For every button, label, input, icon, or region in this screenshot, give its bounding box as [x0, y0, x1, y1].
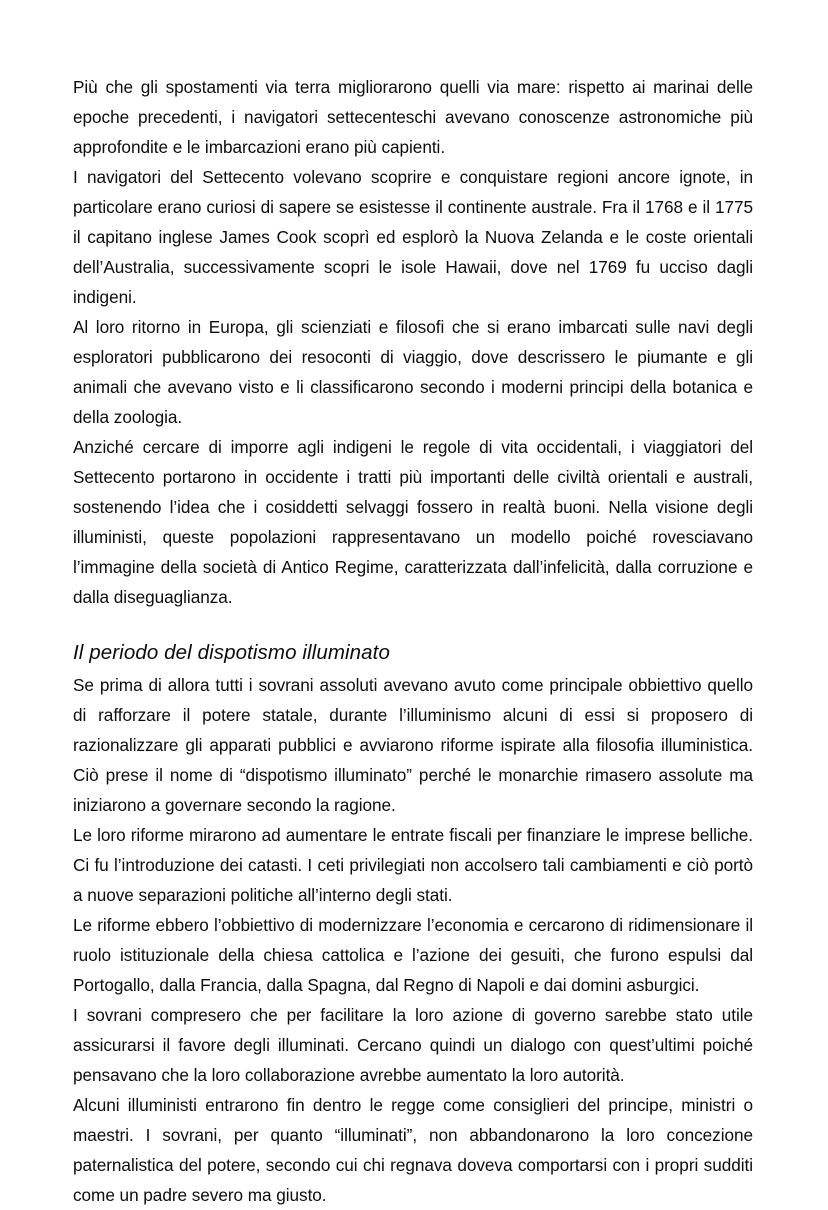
paragraph-favore-degli-illuminati: I sovrani compresero che per facilitare la loro azione di governo sarebbe stato utile assicurarsi il favore degli illuminati. Cercano quindi un dialogo con quest’ultimi poiché pensavano che la loro collaborazione avrebbe aumentato la loro autorità.: [73, 1005, 753, 1085]
section-heading-block: [73, 638, 753, 668]
paragraph-espulsione-gesuiti: Le riforme ebbero l’obbiettivo di modernizzare l’economia e cercarono di ridimensionare il ruolo istituzionale della chiesa cattolica e l’azione dei gesuiti, che furono espulsi dal Portogallo, dalla Francia, dalla Spagna, dal Regno di Napoli e dai domini asburgici.: [73, 915, 753, 995]
paragraph-concezione-paternalistica: Alcuni illuministi entrarono fin dentro le regge come consiglieri del principe, ministri o maestri. I sovrani, per quanto “illuminati”, non abbandonarono la loro concezione paternalistica del potere, secondo cui chi regnava doveva comportarsi con i propri sudditi come un padre severo ma giusto.: [73, 1095, 753, 1205]
heading-periodo-dispotismo-illuminato: Il periodo del dispotismo illuminato: [73, 641, 390, 664]
paragraph-buon-selvaggio: Anziché cercare di imporre agli indigeni le regole di vita occidentali, i viaggiatori del Settecento portarono in occidente i tratti più importanti delle civiltà orientali e australi, sostenendo l’idea che i cosiddetti selvaggi fossero in realtà buoni. Nella visione degli illuministi, queste popolazioni rappresentavano un modello poiché rovesciavano l’immagine della società di Antico Regime, caratterizzata dall’infelicità, dalla corruzione e dalla diseguaglianza.: [73, 437, 753, 607]
paragraph-james-cook: I navigatori del Settecento volevano scoprire e conquistare regioni ancore ignote, in particolare erano curiosi di sapere se esistesse il continente australe. Fra il 1768 e il 1775 il capitano inglese James Cook scoprì ed esplorò la Nuova Zelanda e le coste orientali dell’Australia, successivamente scopri le isole Hawaii, dove nel 1769 fu ucciso dagli indigeni.: [73, 167, 753, 307]
document-text-body: [73, 72, 753, 1210]
paragraph-sovrani-assoluti: Se prima di allora tutti i sovrani assoluti avevano avuto come principale obbiettivo quello di rafforzare il potere statale, durante l’illuminismo alcuni di essi si proposero di razionalizzare gli apparati pubblici e avviarono riforme ispirate alla filosofia illuministica. Ciò prese il nome di “dispotismo illuminato” perché le monarchie rimasero assolute ma iniziarono a governare secondo la ragione.: [73, 675, 753, 815]
paragraph-navigazione-settecento: Più che gli spostamenti via terra migliorarono quelli via mare: rispetto ai marinai delle epoche precedenti, i navigatori settecenteschi avevano conoscenze astronomiche più approfondite e le imbarcazioni erano più capienti.: [73, 77, 753, 157]
paragraph-riforme-fiscali: Le loro riforme mirarono ad aumentare le entrate fiscali per finanziare le imprese belliche. Ci fu l’introduzione dei catasti. I ceti privilegiati non accolsero tali cambiamenti e ciò portò a nuove separazioni politiche all’interno degli stati.: [73, 825, 753, 905]
paragraph-resoconti-di-viaggio: Al loro ritorno in Europa, gli scienziati e filosofi che si erano imbarcati sulle navi degli esploratori pubblicarono dei resoconti di viaggio, dove descrissero le piumante e gli animali che avevano visto e li classificarono secondo i moderni principi della botanica e della zoologia.: [73, 317, 753, 427]
